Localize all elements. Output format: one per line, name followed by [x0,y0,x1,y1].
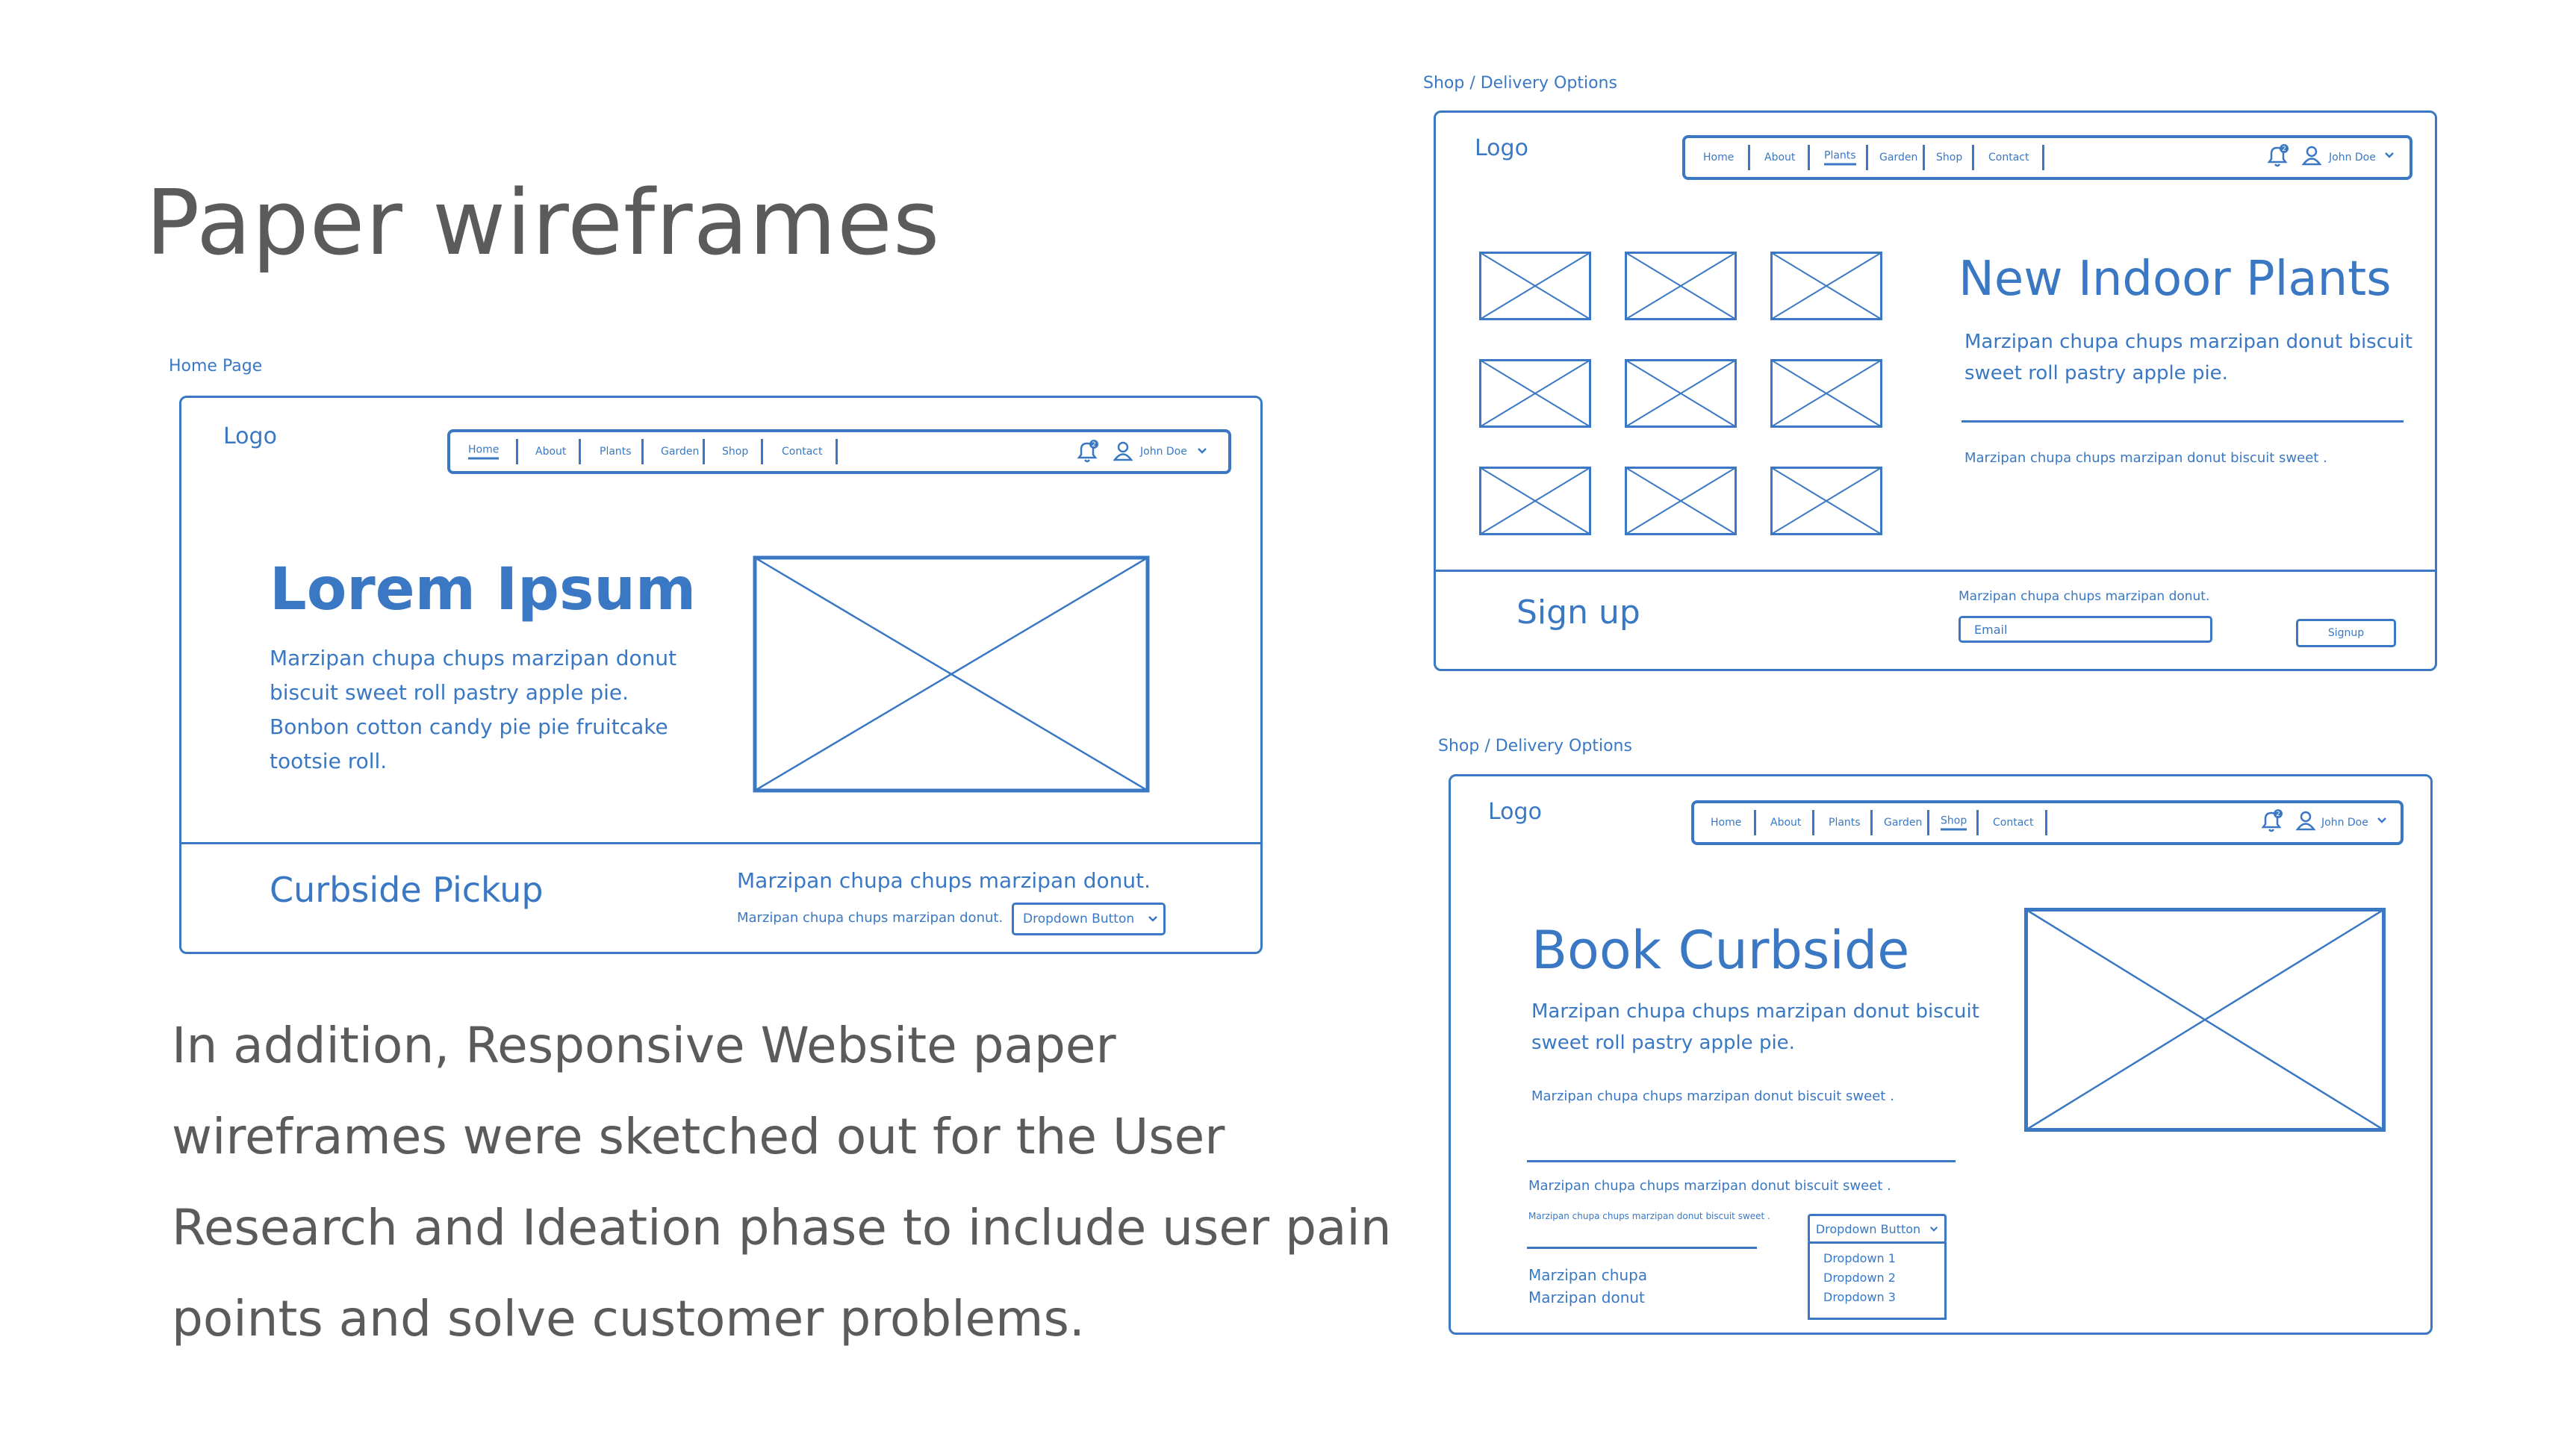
logo: Logo [1488,799,1542,825]
nav-home[interactable]: Home [1711,817,1742,829]
shop-wireframe [1449,774,2433,1335]
image-placeholder [1770,252,1882,320]
image-placeholder [1479,359,1591,428]
image-placeholder [2024,908,2386,1132]
user-icon[interactable] [2295,809,2317,832]
signup-button-label: Signup [2327,627,2365,639]
section-divider [179,842,1263,844]
nav-divider [1808,145,1810,169]
image-placeholder [1770,467,1882,535]
body-text: Marzipan chupa chups marzipan donut biscuit [1531,1000,1979,1023]
nav-divider [1812,810,1814,835]
notification-badge: 2 [1092,441,1096,449]
nav-home[interactable]: Home [468,444,499,460]
nav-shop[interactable]: Shop [1941,815,1967,831]
chevron-down-icon[interactable] [1197,447,1207,455]
body-text-small: Marzipan chupa chups marzipan donut biscuit sweet . [1531,1088,1894,1104]
nav-divider [1923,145,1925,169]
nav-garden[interactable]: Garden [661,446,700,458]
nav-divider [761,439,763,464]
nav-divider [1870,810,1873,835]
signup-button[interactable] [2296,619,2396,647]
body-text-small: Marzipan chupa chups marzipan donut biscuit sweet . [1528,1178,1891,1194]
bell-icon[interactable] [2259,809,2284,833]
dropdown-label: Dropdown Button [1815,1221,1921,1236]
nav-divider [1754,810,1756,835]
chevron-down-icon[interactable] [2384,152,2395,159]
dropdown-option[interactable]: Dropdown 1 [1823,1251,1896,1265]
bell-icon[interactable] [2265,144,2290,168]
email-placeholder: Email [1974,622,2008,637]
body-text-tiny: Marzipan chupa chups marzipan donut biscuit sweet . [1528,1211,1770,1221]
nav-contact[interactable]: Contact [1993,817,2034,829]
body-text-left: Marzipan donut [1528,1288,1645,1306]
dropdown-button[interactable] [1012,903,1166,935]
plants-frame-label: Shop / Delivery Options [1423,74,1617,93]
nav-divider [1866,145,1868,169]
body-text-small: Marzipan chupa chups marzipan donut biscuit sweet . [1964,450,2327,466]
hero-text-line: tootsie roll. [270,749,388,773]
nav-shop[interactable]: Shop [722,446,749,458]
image-placeholder [1625,359,1737,428]
body-text-left: Marzipan chupa [1528,1266,1648,1284]
section-title: Book Curbside [1531,920,1910,981]
hero-text-line: Marzipan chupa chups marzipan donut [270,646,677,670]
nav-divider [703,439,705,464]
home-frame-label: Home Page [169,357,263,376]
signup-note: Marzipan chupa chups marzipan donut. [1959,589,2210,604]
email-input[interactable] [1959,616,2212,643]
dropdown-menu [1808,1242,1947,1320]
bell-icon[interactable] [1074,440,1100,464]
image-placeholder [1770,359,1882,428]
nav-divider [516,439,518,464]
body-text: sweet roll pastry apple pie. [1964,362,2228,384]
nav-plants[interactable]: Plants [1829,817,1861,829]
user-name[interactable]: John Doe [2329,152,2376,163]
dropdown-label: Dropdown Button [1023,912,1135,926]
nav-divider [579,439,581,464]
nav-plants[interactable]: Plants [1824,150,1856,166]
hero-text-line: biscuit sweet roll pastry apple pie. [270,680,629,705]
nav-divider [836,439,838,464]
nav-divider [1976,810,1979,835]
nav-about[interactable]: About [1770,817,1802,829]
nav-divider [2042,145,2044,169]
footer-text: Marzipan chupa chups marzipan donut. [737,868,1151,893]
page-title: Paper wireframes [146,172,941,275]
text-divider [1527,1247,1757,1249]
nav-garden[interactable]: Garden [1884,817,1923,829]
dropdown-button[interactable] [1808,1214,1947,1244]
plants-wireframe [1434,110,2437,671]
nav-about[interactable]: About [535,446,567,458]
dropdown-option[interactable]: Dropdown 2 [1823,1271,1896,1285]
hero-text-line: Bonbon cotton candy pie pie fruitcake [270,714,668,739]
nav-divider [1927,810,1929,835]
nav-divider [1972,145,1974,169]
signup-title: Sign up [1516,593,1640,632]
image-placeholder [1625,252,1737,320]
nav-plants[interactable]: Plants [600,446,632,458]
nav-contact[interactable]: Contact [782,446,823,458]
nav-shop[interactable]: Shop [1936,152,1963,163]
chevron-down-icon[interactable] [2377,817,2387,824]
nav-divider [2045,810,2047,835]
description-paragraph: In addition, Responsive Website paper wireframes were sketched out for the User Research and Ideation phase to include user pain points and solve customer problems. [172,1017,1392,1347]
notification-badge: 2 [2276,811,2280,818]
shop-frame-label: Shop / Delivery Options [1438,737,1632,755]
text-divider [1527,1160,1956,1162]
section-divider [1434,570,2437,572]
body-text: Marzipan chupa chups marzipan donut biscuit [1964,331,2412,353]
image-placeholder [753,556,1149,792]
dropdown-option[interactable]: Dropdown 3 [1823,1290,1896,1304]
nav-bar [1682,135,2412,180]
chevron-down-icon [1929,1226,1938,1233]
image-placeholder [1479,252,1591,320]
footer-title: Curbside Pickup [270,870,544,910]
chevron-down-icon [1148,915,1158,923]
notification-badge: 2 [2282,146,2286,153]
section-title: New Indoor Plants [1959,252,2392,307]
nav-contact[interactable]: Contact [1988,152,2029,163]
user-icon[interactable] [2300,144,2323,166]
nav-divider [1748,145,1750,169]
user-icon[interactable] [1112,440,1134,462]
footer-subtext: Marzipan chupa chups marzipan donut. [737,910,1004,926]
nav-home[interactable]: Home [1703,152,1735,163]
hero-title: Lorem Ipsum [270,556,697,623]
nav-about[interactable]: About [1764,152,1796,163]
nav-bar [1691,800,2404,845]
logo: Logo [223,423,277,449]
nav-bar [447,429,1231,474]
nav-divider [641,439,644,464]
image-placeholder [1625,467,1737,535]
user-name[interactable]: John Doe [2321,817,2368,829]
home-wireframe [179,396,1263,954]
body-text: sweet roll pastry apple pie. [1531,1032,1795,1054]
logo: Logo [1475,135,1528,161]
nav-garden[interactable]: Garden [1879,152,1918,163]
image-placeholder [1479,467,1591,535]
user-name[interactable]: John Doe [1140,446,1187,458]
text-divider [1961,420,2404,423]
